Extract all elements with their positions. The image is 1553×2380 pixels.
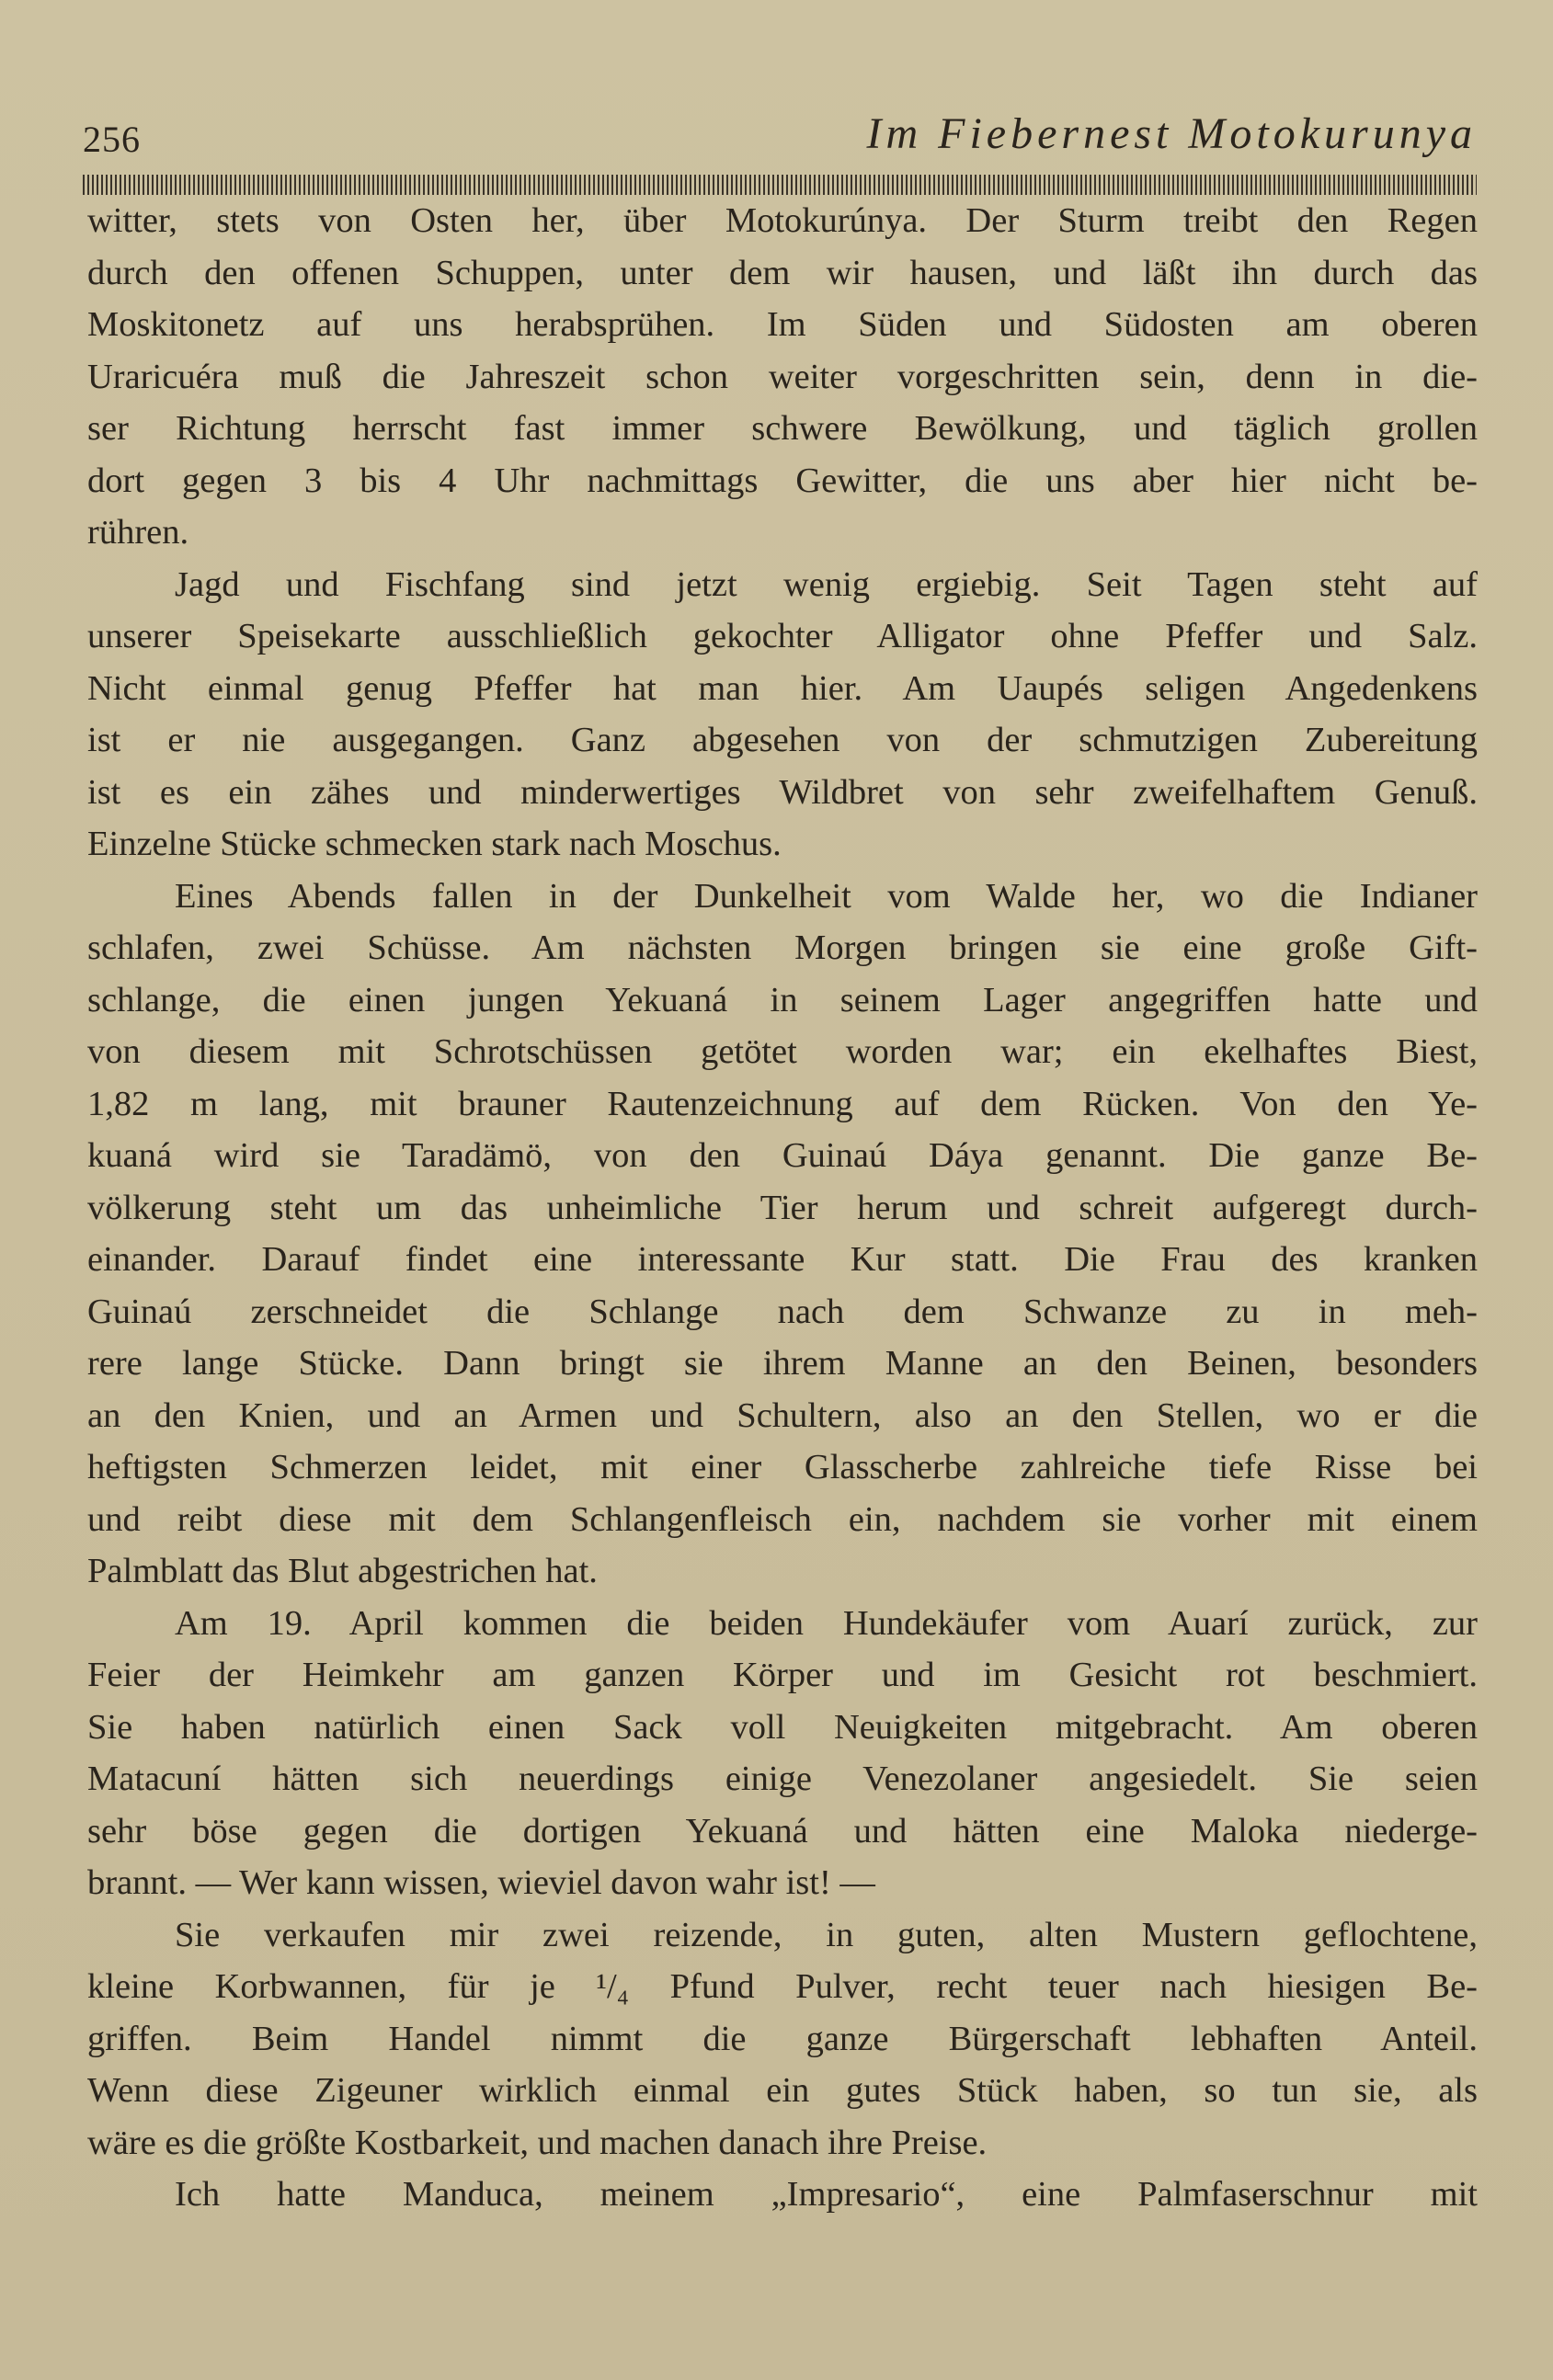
- header-ornamental-rule: [83, 175, 1477, 195]
- text-line: von diesem mit Schrotschüssen getötet worden war; ein ekelhaftes Biest,: [87, 1032, 1478, 1071]
- text-line: schlange, die einen jungen Yekuaná in seinem Lager angegriffen hatte und: [87, 980, 1478, 1019]
- running-title: Im Fiebernest Motokurunya: [866, 109, 1477, 158]
- text-line: rere lange Stücke. Dann bringt sie ihrem Manne an den Beinen, besonders: [87, 1344, 1478, 1383]
- text-line: griffen. Beim Handel nimmt die ganze Bürgerschaft lebhaften Anteil.: [87, 2019, 1478, 2058]
- text-line: Sie verkaufen mir zwei reizende, in guten, alten Mustern geflochtene,: [175, 1915, 1478, 1954]
- text-line: Jagd und Fischfang sind jetzt wenig ergiebig. Seit Tagen steht auf: [175, 564, 1478, 604]
- text-line: schlafen, zwei Schüsse. Am nächsten Morgen bringen sie eine große Gift-: [87, 928, 1478, 967]
- text-line: Eines Abends fallen in der Dunkelheit vom Walde her, wo die Indianer: [175, 876, 1478, 916]
- page-number: 256: [83, 119, 141, 160]
- text-line: witter, stets von Osten her, über Motokurúnya. Der Sturm treibt den Regen: [87, 201, 1478, 240]
- text-line: an den Knien, und an Armen und Schultern, also an den Stellen, wo er die: [87, 1395, 1478, 1435]
- text-line: Matacuní hätten sich neuerdings einige Venezolaner angesiedelt. Sie seien: [87, 1759, 1478, 1798]
- text-line: Guinaú zerschneidet die Schlange nach dem Schwanze zu in meh-: [87, 1292, 1478, 1331]
- body-text: [87, 195, 1478, 2221]
- text-line: völkerung steht um das unheimliche Tier herum und schreit aufgeregt durch-: [87, 1188, 1478, 1227]
- text-line: brannt. — Wer kann wissen, wieviel davon wahr ist! —: [87, 1863, 875, 1902]
- text-line: dort gegen 3 bis 4 Uhr nachmittags Gewitter, die uns aber hier nicht be-: [87, 461, 1478, 500]
- text-line: ist es ein zähes und minderwertiges Wildbret von sehr zweifelhaftem Genuß.: [87, 772, 1478, 812]
- text-line: heftigsten Schmerzen leidet, mit einer Glasscherbe zahlreiche tiefe Risse bei: [87, 1448, 1478, 1486]
- text-line: ist er nie ausgegangen. Ganz abgesehen von der schmutzigen Zubereitung: [87, 721, 1478, 759]
- text-line: Uraricuéra muß die Jahreszeit schon weiter vorgeschritten sein, denn in die-: [87, 357, 1478, 396]
- text-line: kleine Korbwannen, für je ¹/₄ Pfund Pulver, recht teuer nach hiesigen Be-: [87, 1967, 1478, 2006]
- text-line: kuaná wird sie Taradämö, von den Guinaú Dáya genannt. Die ganze Be-: [87, 1136, 1478, 1175]
- text-line: unserer Speisekarte ausschließlich gekochter Alligator ohne Pfeffer und Salz.: [87, 617, 1478, 655]
- text-line: wäre es die größte Kostbarkeit, und machen danach ihre Preise.: [87, 2123, 988, 2162]
- text-line: Nicht einmal genug Pfeffer hat man hier. Am Uaupés seligen Angedenkens: [87, 668, 1478, 708]
- text-line: Feier der Heimkehr am ganzen Körper und im Gesicht rot beschmiert.: [87, 1656, 1478, 1694]
- text-line: Ich hatte Manduca, meinem „Impresario“, eine Palmfaserschnur mit: [175, 2175, 1478, 2214]
- text-line: Wenn diese Zigeuner wirklich einmal ein gutes Stück haben, so tun sie, als: [87, 2071, 1478, 2110]
- text-line: 1,82 m lang, mit brauner Rautenzeichnung auf dem Rücken. Von den Ye-: [87, 1084, 1478, 1123]
- text-line: Sie haben natürlich einen Sack voll Neuigkeiten mitgebracht. Am oberen: [87, 1707, 1478, 1747]
- text-line: Einzelne Stücke schmecken stark nach Moschus.: [87, 825, 782, 863]
- page-header: [83, 108, 1477, 164]
- text-line: rühren.: [87, 513, 189, 552]
- text-line: durch den offenen Schuppen, unter dem wir hausen, und läßt ihn durch das: [87, 253, 1478, 292]
- text-line: Moskitonetz auf uns herabsprühen. Im Süden und Südosten am oberen: [87, 305, 1478, 344]
- text-line: Palmblatt das Blut abgestrichen hat.: [87, 1552, 598, 1590]
- text-line: ser Richtung herrscht fast immer schwere Bewölkung, und täglich grollen: [87, 409, 1478, 448]
- text-line: Am 19. April kommen die beiden Hundekäufer vom Auarí zurück, zur: [175, 1603, 1478, 1643]
- text-line: einander. Darauf findet eine interessante Kur statt. Die Frau des kranken: [87, 1240, 1478, 1279]
- text-line: sehr böse gegen die dortigen Yekuaná und hätten eine Maloka niederge-: [87, 1811, 1478, 1850]
- text-line: und reibt diese mit dem Schlangenfleisch ein, nachdem sie vorher mit einem: [87, 1499, 1478, 1539]
